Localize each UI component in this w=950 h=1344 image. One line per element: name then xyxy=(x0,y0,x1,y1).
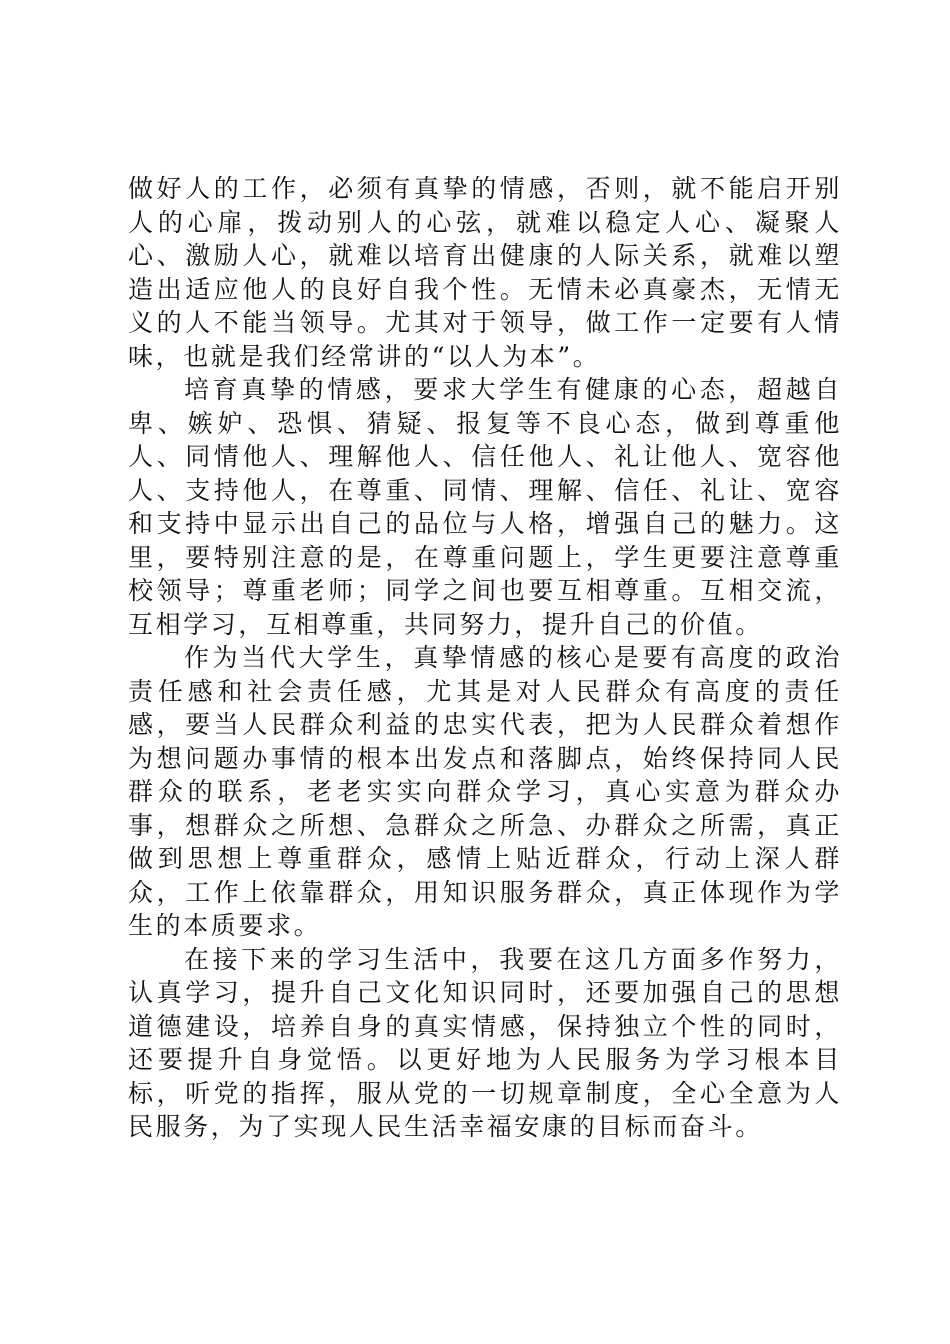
paragraph-1: 做好人的工作，必须有真挚的情感，否则，就不能启开别人的心扉，拨动别人的心弦，就难以稳定人心、凝聚人心、激励人心，就难以培育出健康的人际关系，就难以塑造出适应他人的良好自我个性。无情未必真豪杰，无情无义的人不能当领导。尤其对于领导，做工作一定要有人情味，也就是我们经常讲的“以人为本”。 xyxy=(128,174,842,371)
paragraph-2: 培育真挚的情感，要求大学生有健康的心态，超越自卑、嫉妒、恐惧、猜疑、报复等不良心态，做到尊重他人、同情他人、理解他人、信任他人、礼让他人、宽容他人、支持他人，在尊重、同情、理解、信任、礼让、宽容和支持中显示出自己的品位与人格，增强自己的魅力。这里，要特别注意的是，在尊重问题上，学生更要注意尊重校领导；尊重老师；同学之间也要互相尊重。互相交流，互相学习，互相尊重，共同努力，提升自己的价值。 xyxy=(128,375,842,639)
paragraph-3: 作为当代大学生，真挚情感的核心是要有高度的政治责任感和社会责任感，尤其是对人民群众有高度的责任感，要当人民群众利益的忠实代表，把为人民群众着想作为想问题办事情的根本出发点和落脚点，始终保持同人民群众的联系，老老实实向群众学习，真心实意为群众办事，想群众之所想、急群众之所急、办群众之所需，真正做到思想上尊重群众，感情上贴近群众，行动上深人群众，工作上依靠群众，用知识服务群众，真正体现作为学生的本质要求。 xyxy=(128,643,842,940)
paragraph-4: 在接下来的学习生活中，我要在这几方面多作努力，认真学习，提升自己文化知识同时，还要加强自己的思想道德建设，培养自身的真实情感，保持独立个性的同时，还要提升自身觉悟。以更好地为人民服务为学习根本目标，听党的指挥，服从党的一切规章制度，全心全意为人民服务，为了实现人民生活幸福安康的目标而奋斗。 xyxy=(128,944,842,1141)
document-body xyxy=(128,172,842,1144)
